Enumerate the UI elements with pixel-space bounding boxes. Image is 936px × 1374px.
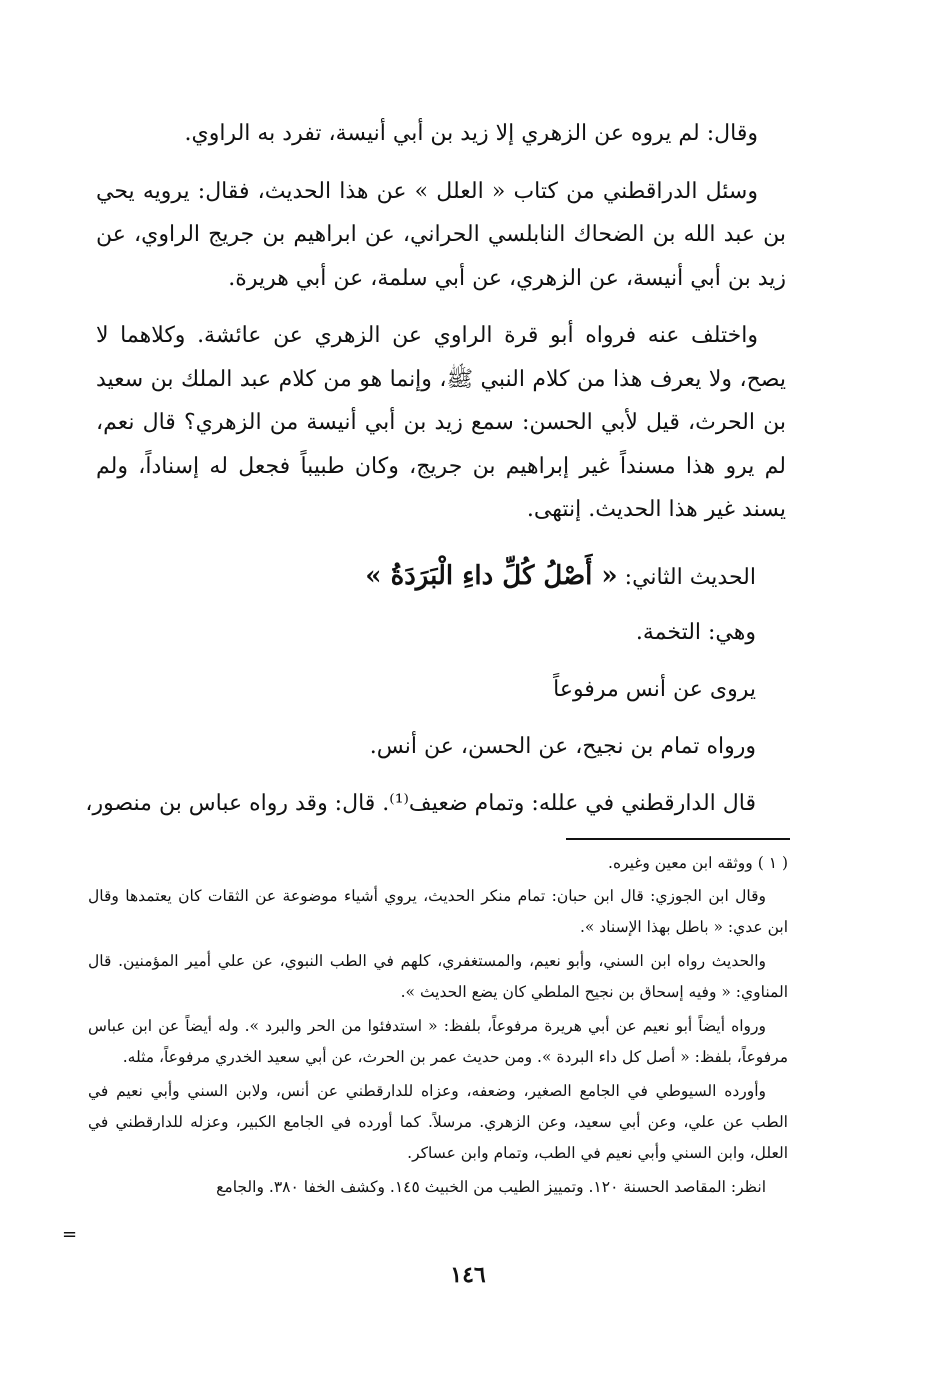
footnote-paragraph: والحديث رواه ابن السني، وأبو نعيم، والمستغفري، كلهم في الطب النبوي، عن علي أمير المؤمنين. قال المناوي: « وفيه إسحاق بن نجيح الملطي كان يضع الحديث ». [88, 952, 788, 1001]
footnote-references: انظر: المقاصد الحسنة ١٢٠. وتمييز الطيب من الخبيث ١٤٥. وكشف الخفا ٣٨٠. والجامع [216, 1178, 766, 1196]
footnote-separator [566, 838, 790, 840]
footnote-paragraph: وقال ابن الجوزي: قال ابن حبان: تمام منكر الحديث، يروي أشياء موضوعة عن الثقات كان يعتمدها وقال ابن عدي: « باطل بهذا الإسناد ». [88, 887, 788, 936]
line-2: يروى عن أنس مرفوعاً [553, 677, 756, 702]
footnote-paragraph: ورواه أيضاً أبو نعيم عن أبي هريرة مرفوعاً، بلفظ: « استدفئوا من الحر والبرد ». وله أيضاً عن ابن عباس مرفوعاً، بلفظ: « أصل كل داء البردة ». ومن حديث عمر بن الحرث، عن أبي سعيد الخدري مرفوعاً، مثله. [88, 1017, 788, 1066]
paragraph-2: وسئل الدراقطني من كتاب « العلل » عن هذا الحديث، فقال: يرويه يحي بن عبد الله بن الضحاك النابلسي الحراني، عن ابراهيم بن جريج الراوي، عن زيد بن أبي أنيسة، عن الزهري، عن أبي سلمة، عن أبي هريرة. [96, 178, 786, 291]
hadith-title: « أَصْلُ كُلِّ داءِ الْبَرَدَةُ » [365, 561, 618, 591]
footnotes [88, 848, 788, 1203]
hadith-heading-prefix: الحديث الثاني: [617, 565, 756, 590]
hadith-section [85, 552, 756, 837]
line-4: قال الدارقطني في علله: وتمام ضعيف⁽¹⁾. قال: وقد رواه عباس بن منصور، [85, 791, 756, 816]
main-text [96, 112, 786, 538]
line-3: ورواه تمام بن نجيح، عن الحسن، عن أنس. [369, 734, 756, 759]
hadith-heading [96, 552, 756, 609]
paragraph-3: واختلف عنه فرواه أبو قرة الراوي عن الزهري عن عائشة. وكلاهما لا يصح، ولا يعرف هذا من كلام النبي ﷺ، وإنما هو من كلام عبد الملك بن سعيد بن الحرث، قيل لأبي الحسن: سمع زيد بن أبي أنيسة من الزهري؟ قال نعم، لم يرو هذا مسنداً غير إبراهيم بن جريج، وكان طبيباً فجعل له إسناداً، ولم يسند غير هذا الحديث. إنتهى. [96, 323, 786, 522]
line-1: وهي: التخمة. [635, 620, 756, 645]
continuation-mark: = [62, 1224, 78, 1245]
paragraph-1: وقال: لم يروه عن الزهري إلا زيد بن أبي أنيسة، تفرد به الراوي. [184, 121, 758, 146]
footnote-paragraph: وأورده السيوطي في الجامع الصغير، وضعفه، وعزاه للدارقطني عن أنس، ولابن السني وأبي نعيم في الطب عن علي، وعن أبي سعيد، وعن الزهري. مرسلاً. كما أورده في الجامع الكبير، وعزله للدارقطني في العلل، وابن السني وأبي نعيم في الطب، وتمام وابن عساكر. [88, 1082, 788, 1162]
page-number: ١٤٦ [450, 1262, 486, 1288]
footnote-1: ( ١ ) ووثقه ابن معين وغيره. [608, 854, 788, 872]
